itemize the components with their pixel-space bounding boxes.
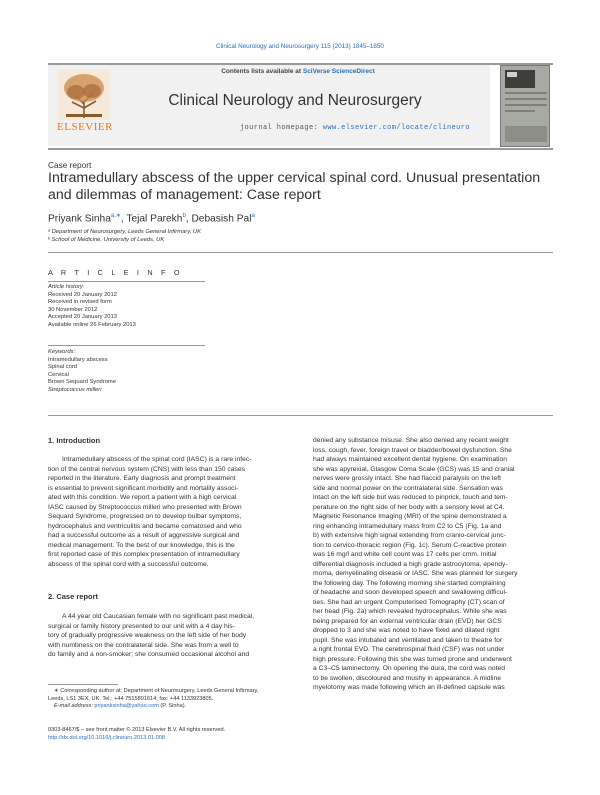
text-line: b) with extensive high signal extending from cranio-cervical junc- [313,532,506,539]
affiliation: ᵇ School of Medicine, University of Leeds, UK [48,237,165,243]
text-line: ring enhancing intramedullary mass from C2 to C5 (Fig. 1a and [313,522,502,530]
text-line: side and normal power on the contralateral side. Sensation was [313,484,503,492]
text-line: surgical or family history presented to our unit with a 4 day his- [48,622,235,630]
sciencedirect-link[interactable]: SciVerse ScienceDirect [302,68,375,75]
homepage-label: journal homepage: [239,124,323,132]
history-item: Received 20 January 2012 [48,291,117,298]
text-line: a right frontal EVD. The cerebrospinal fluid (CSF) was not under [313,646,505,653]
article-type: Case report [48,160,92,170]
author-name[interactable]: Debasish Pal [191,213,252,225]
text-line: had a successful outcome as a result of aggressive surgical and [48,532,240,539]
history-item: 30 November 2012 [48,306,98,313]
text-line: her head (Fig. 2a) which revealed hydrocephalus. While she was [313,608,507,615]
text-line: with numbness on the contralateral side. She was from a well to [48,641,239,649]
keywords [48,349,208,395]
keyword: Intramedullary abscess [48,356,108,363]
text-line: intact on the left side but was reduced to pinprick, touch and tem- [313,494,508,501]
text-line: was 16 mg/l and white cell count was 17 cells per cmm. Initial [313,551,497,558]
article-title: Intramedullary abscess of the upper cervical spinal cord. Unusual presentation and dilemmas of management: Case report [48,170,541,203]
keyword: Brown Sequard Syndrome [48,379,116,386]
elsevier-logo [50,70,120,138]
journal-title: Clinical Neurology and Neurosurgery [168,92,422,109]
issn-copyright: 0303-8467/$ – see front matter © 2013 Elsevier B.V. All rights reserved. [48,727,226,733]
history-label: Article history: [48,284,85,290]
keyword: Streptococcus milleri [48,386,102,393]
text-line: Sequard Syndrome, progressed on to develop bulbar symptoms, [48,513,242,520]
affiliation: ᵃ Department of Neurosurgery, Leeds General Infirmary, UK [48,229,201,235]
section-heading-case-report: 2. Case report [48,592,99,601]
header-rule-bottom [48,148,553,150]
journal-reference[interactable]: Clinical Neurology and Neurosurgery 115 (2013) 1845–1850 [216,43,384,50]
text-line: to be swollen, discoloured and mushy in appearance. A midline [313,674,501,682]
header-rule-top [48,63,553,65]
article-info-heading: A R T I C L E I N F O [48,268,183,277]
text-line: a C3–C5 laminectomy. On opening the dura, the cord was noted [313,665,505,672]
email-link[interactable]: priyanksinha@yahoo.com [94,703,159,710]
text-line: she was apyrexial, Glasgow Coma Scale (GCS) was 15 and cranial [313,465,515,473]
footnote-line: Leeds, LS1 3EX, UK. Tel.: +44 7515891614; fax: +44 1133923805. [48,695,214,702]
corresponding-author-footnote [48,688,293,711]
text-line: loss, cough, fever, foreign travel or bladder/bowel dysfunction. She [313,446,512,454]
journal-homepage [170,124,470,132]
introduction-paragraph [48,455,293,569]
doi-link[interactable]: http://dx.doi.org/10.1016/j.clineuro.2013.01.008 [48,735,165,741]
case-report-paragraph [48,612,293,660]
text-line: tion to cervico-thoracic region (Fig. 1c). Serum C-reactive protein [313,541,507,549]
author-list: Priyank Sinha$^{a,∗}$, Tejal Parekh$^b$, Debasish Pal$^a$ [48,213,255,225]
text-line: Intramedullary abscess of the spinal cord (IASC) is a rare infec- [62,456,252,463]
text-line: IASC caused by Streptococcus milleri who presented with Brown [48,503,242,511]
text-line: pupil. She was intubated and ventilated and taken to theatre for [313,636,503,644]
contents-prefix: Contents lists available at [221,68,303,75]
text-line: Magnetic Resonance Imaging (MRI) of the spine demonstrated a [313,513,507,520]
text-line: perature on the right side of her body with a sensory level at C4. [313,503,505,511]
text-line: dropped to 3 and she was noted to have fixed and dilated right [313,627,500,634]
email-suffix: (P. Sinha). [158,703,187,710]
author-marks[interactable]: b [182,213,186,219]
divider [48,415,553,416]
text-line: A 44 year old Caucasian female with no significant past medical, [62,613,255,620]
text-line: is essential to prevent significant morbidity and mortality associ- [48,484,239,492]
text-line: ated with this condition. We report a patient with a high cervical [48,494,237,501]
email-line [48,703,293,711]
footnote-line: ∗ Corresponding author at: Department of Neurosurgery, Leeds General Infirmary, [54,688,259,694]
author-marks[interactable]: a [251,213,255,219]
text-line: abscess of the spinal cord with a successful outcome. [48,560,209,568]
text-line: first reported case of this complex presentation of intramedullary [48,551,240,558]
text-line: myelotomy was made following which an ill-defined capsule was [313,684,505,691]
case-report-continued [313,436,558,693]
divider [48,281,205,282]
divider [48,345,205,346]
text-line: of headache and soon developed speech and swallowing difficul- [313,589,508,596]
elsevier-tree-icon [58,70,110,120]
text-line: do family and a non-smoker; she consumed occasional alcohol and [48,651,250,658]
text-line: differential diagnosis included a high grade astrocytoma, ependy- [313,560,508,568]
text-line: ties. She had an urgent Computerised Tomography (CT) scan of [313,598,505,606]
text-line: had always maintained excellent dental hygiene. On examination [313,456,507,463]
cover-image-icon [501,66,550,147]
divider [48,252,553,253]
text-line: reported in the literature. Early diagnosis and prompt treatment [48,475,236,482]
text-line: denied any substance misuse. She also denied any recent weight [313,437,509,444]
contents-line [168,68,428,75]
footnote-rule [48,684,118,685]
keyword: Spinal cord [48,364,78,371]
email-label: E-mail address: [54,703,95,710]
journal-cover-thumbnail[interactable] [500,65,550,147]
keywords-label: Keywords: [48,349,76,355]
text-line: tory of gradually progressive weakness on the left side of her body [48,632,247,639]
text-line: medical management. To the best of our knowledge, this is the [48,541,235,549]
text-line: moma, demyelinating disease or IASC. She was planned for surgery [313,570,518,577]
text-line: hydrocephalus and ventriculitis and became comatosed and who [48,522,242,530]
elsevier-wordmark: ELSEVIER [57,121,113,133]
author-marks[interactable]: a,∗ [110,213,121,219]
text-line: nerves were grossly intact. She had flaccid paralysis on the left [313,475,501,482]
section-heading-introduction: 1. Introduction [48,436,101,445]
author-name[interactable]: Tejal Parekh [126,213,183,225]
history-item: Accepted 20 January 2013 [48,314,117,321]
keyword: Cervical [48,371,69,378]
history-item: Received in revised form [48,299,112,306]
text-line: tion of the central nervous system (CNS) with less than 150 cases [48,465,245,473]
text-line: the following day. The following morning she started complaining [313,579,506,587]
homepage-url-link[interactable]: www.elsevier.com/locate/clineuro [322,124,470,132]
text-line: being prepared for an external ventricular drain (EVD) her GCS [313,617,502,625]
author-name[interactable]: Priyank Sinha [48,213,111,225]
text-line: high pressure. Following this she was turned prone and underwent [313,655,512,663]
history-item: Available online 26 February 2013 [48,321,136,328]
article-history [48,284,208,330]
